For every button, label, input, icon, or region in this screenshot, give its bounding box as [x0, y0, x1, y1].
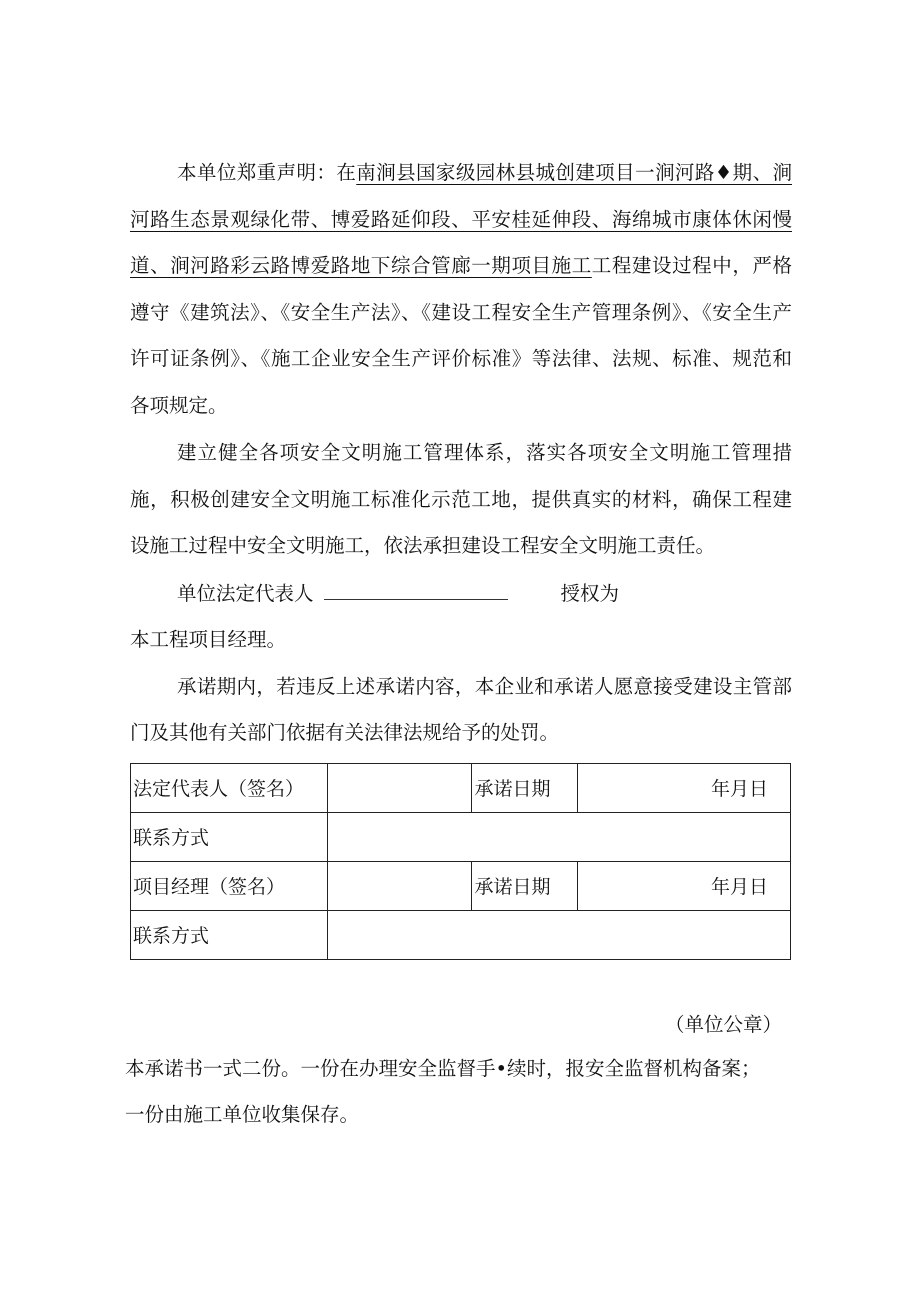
- manager-signature-cell[interactable]: [327, 861, 472, 910]
- table-row: [131, 910, 791, 959]
- authorization-line-2: 本工程项目经理。: [130, 628, 287, 651]
- manager-label: 项目经理（签名）: [131, 861, 328, 910]
- signature-table: [130, 763, 791, 960]
- unit-seal-label: （单位公章）: [664, 1012, 782, 1036]
- table-row: [131, 763, 791, 812]
- manager-contact-label: 联系方式: [131, 910, 328, 959]
- authorization-suffix: 授权为: [560, 581, 620, 605]
- authorization-line: [130, 571, 792, 618]
- declaration-intro: 本单位郑重声明：在: [177, 161, 357, 184]
- legal-rep-contact-cell[interactable]: [327, 812, 790, 861]
- commitment-document: [125, 150, 792, 1138]
- project-name: 南涧县国家级园林县城创建项目一涧河路♦期、涧河路生态景观绿化带、博爱路延仰段、平安桂延伸段、海绵城市康体休闲慢道、涧河路彩云路博爱路地下综合管廊一期项目施工: [130, 161, 792, 277]
- legal-rep-date-label: 承诺日期: [472, 763, 577, 812]
- legal-rep-label: 法定代表人（签名）: [131, 763, 328, 812]
- legal-rep-signature-cell[interactable]: [327, 763, 472, 812]
- footer-note: [125, 1046, 792, 1138]
- declaration-rest: 工程建设过程中，严格遵守《建筑法》、《安全生产法》、《建设工程安全生产管理条例》、《安全生产许可证条例》、《施工企业安全生产评价标准》等法律、法规、标准、规范和各项规定。: [130, 254, 792, 417]
- footer-line-2: 一份由施工单位收集保存。: [125, 1102, 360, 1126]
- manager-date-cell[interactable]: 年月日: [577, 861, 790, 910]
- authorization-prefix: 单位法定代表人: [177, 581, 314, 605]
- manager-contact-cell[interactable]: [327, 910, 790, 959]
- penalty-paragraph: 承诺期内，若违反上述承诺内容，本企业和承诺人愿意接受建设主管部门及其他有关部门依据有关法律法规给予的处罚。: [130, 674, 792, 744]
- manager-date-label: 承诺日期: [472, 861, 577, 910]
- table-row: [131, 812, 791, 861]
- representative-name-blank[interactable]: [324, 577, 508, 600]
- legal-rep-contact-label: 联系方式: [131, 812, 328, 861]
- commitment-paragraph: 建立健全各项安全文明施工管理体系，落实各项安全文明施工管理措施，积极创建安全文明施工标准化示范工地，提供真实的材料，确保工程建设施工过程中安全文明施工，依法承担建设工程安全文明施工责任。: [130, 441, 792, 557]
- table-row: [131, 861, 791, 910]
- footer-line-1: 本承诺书一式二份。一份在办理安全监督手•续时，报安全监督机构备案；: [125, 1056, 761, 1080]
- declaration-paragraph: [130, 150, 792, 429]
- legal-rep-date-cell[interactable]: 年月日: [577, 763, 790, 812]
